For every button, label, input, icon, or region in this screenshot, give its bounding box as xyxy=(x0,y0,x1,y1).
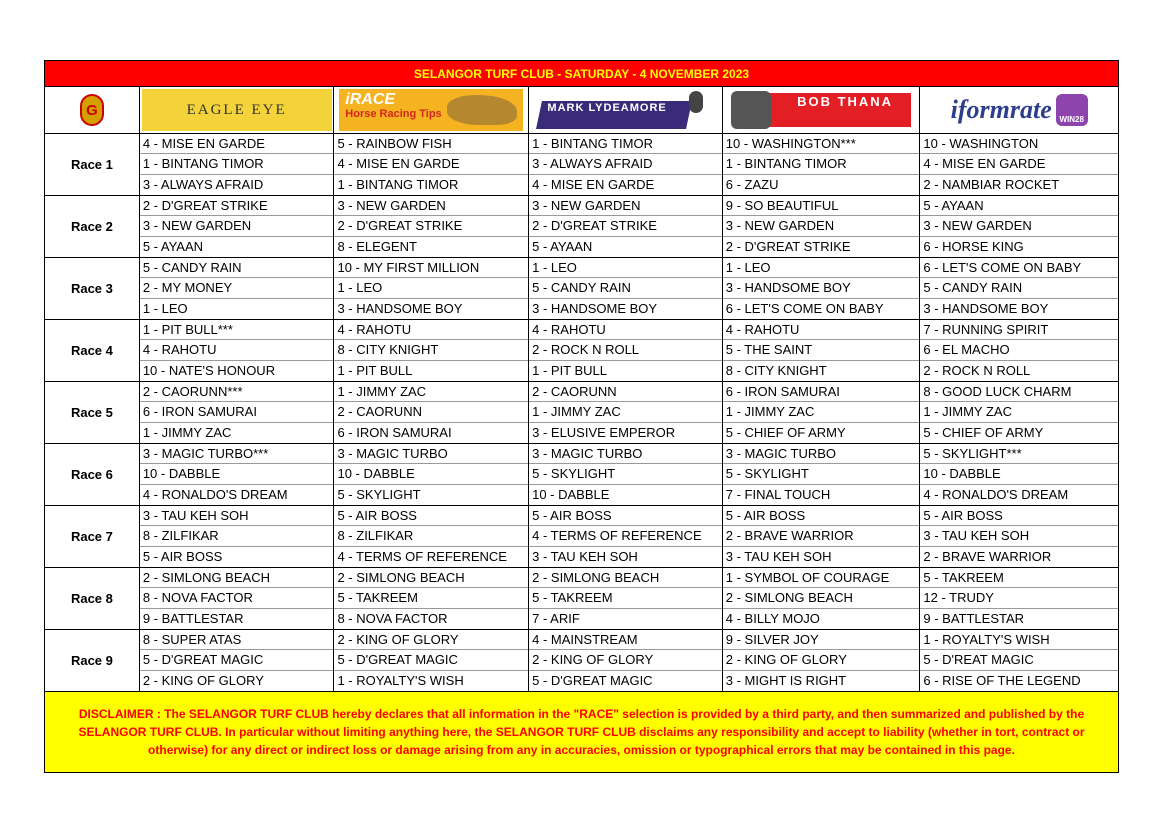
pick-cell: 5 - SKYLIGHT xyxy=(723,464,920,484)
pick-cell: 1 - JIMMY ZAC xyxy=(142,424,232,440)
race-rows xyxy=(45,134,1118,692)
pick-cell: 10 - DABBLE xyxy=(532,486,610,502)
irace-logo xyxy=(339,89,523,131)
pick-cell: 10 - DABBLE xyxy=(920,464,1118,484)
pick-cell: 3 - MIGHT IS RIGHT xyxy=(725,672,847,688)
pick-cell: 2 - BRAVE WARRIOR xyxy=(723,526,920,546)
irace-logo-cell xyxy=(334,87,529,133)
pick-cell: 2 - ROCK N ROLL xyxy=(529,340,722,360)
bob-thana-logo-cell xyxy=(723,87,921,133)
pick-cell: 7 - FINAL TOUCH xyxy=(725,486,831,502)
pick-cell: 5 - THE SAINT xyxy=(723,340,920,360)
pick-cell: 5 - D'GREAT MAGIC xyxy=(334,650,528,670)
pick-cell: 7 - RUNNING SPIRIT xyxy=(920,320,1118,340)
pick-cell: 10 - MY FIRST MILLION xyxy=(334,258,528,278)
pick-cell: 6 - LET'S COME ON BABY xyxy=(725,300,884,316)
pick-cell: 2 - SIMLONG BEACH xyxy=(334,568,528,588)
pick-cell: 5 - AIR BOSS xyxy=(723,506,920,526)
pick-cell: 2 - KING OF GLORY xyxy=(142,672,264,688)
iformrate-logo-word: iformrate xyxy=(950,95,1052,124)
win28-badge: WIN28 xyxy=(1056,94,1088,126)
tipster-picks xyxy=(529,506,723,567)
tipster-picks xyxy=(140,568,335,629)
pick-cell: 5 - D'GREAT MAGIC xyxy=(532,672,653,688)
pick-cell: 10 - DABBLE xyxy=(140,464,334,484)
pick-cell: 1 - BINTANG TIMOR xyxy=(723,154,920,174)
pick-cell: 3 - HANDSOME BOY xyxy=(532,300,658,316)
bob-thana-logo-text: BOB THANA xyxy=(797,94,894,109)
pick-cell: 1 - LEO xyxy=(334,278,528,298)
tipster-picks xyxy=(920,630,1118,691)
pick-cell: 4 - MAINSTREAM xyxy=(529,630,722,650)
pick-cell: 4 - TERMS OF REFERENCE xyxy=(337,548,507,564)
pick-cell: 5 - AIR BOSS xyxy=(529,506,722,526)
pick-cell: 2 - D'GREAT STRIKE xyxy=(529,216,722,236)
irace-logo-tagline: Horse Racing Tips xyxy=(345,108,442,120)
pick-cell: 8 - ELEGENT xyxy=(337,238,417,254)
pick-cell: 12 - TRUDY xyxy=(920,588,1118,608)
pick-cell: 4 - RAHOTU xyxy=(334,320,528,340)
pick-cell: 4 - RONALDO'S DREAM xyxy=(923,486,1069,502)
pick-cell: 2 - SIMLONG BEACH xyxy=(140,568,334,588)
tipster-picks xyxy=(723,134,921,195)
mark-lydeamore-logo-text: MARK LYDEAMORE xyxy=(547,102,667,114)
race-row xyxy=(45,196,1118,258)
pick-cell: 1 - PIT BULL xyxy=(337,362,413,378)
pick-cell: 1 - LEO xyxy=(529,258,722,278)
pick-cell: 10 - WASHINGTON xyxy=(920,134,1118,154)
pick-cell: 10 - NATE'S HONOUR xyxy=(142,362,276,378)
tipster-picks xyxy=(140,134,335,195)
pick-cell: 1 - LEO xyxy=(142,300,188,316)
pick-cell: 1 - JIMMY ZAC xyxy=(920,402,1118,422)
tipster-picks xyxy=(140,444,335,505)
pick-cell: 1 - BINTANG TIMOR xyxy=(337,176,459,192)
pick-cell: 2 - D'GREAT STRIKE xyxy=(334,216,528,236)
pick-cell: 4 - RAHOTU xyxy=(140,340,334,360)
pick-cell: 3 - NEW GARDEN xyxy=(920,216,1118,236)
tipster-picks xyxy=(723,382,921,443)
pick-cell: 10 - DABBLE xyxy=(334,464,528,484)
pick-cell: 1 - BINTANG TIMOR xyxy=(140,154,334,174)
iformrate-logo-cell xyxy=(920,87,1118,133)
pick-cell: 3 - TAU KEH SOH xyxy=(725,548,832,564)
pick-cell: 3 - MAGIC TURBO*** xyxy=(140,444,334,464)
pick-cell: 2 - NAMBIAR ROCKET xyxy=(923,176,1060,192)
pick-cell: 1 - ROYALTY'S WISH xyxy=(920,630,1118,650)
pick-cell: 10 - WASHINGTON*** xyxy=(723,134,920,154)
pick-cell: 2 - D'GREAT STRIKE xyxy=(140,196,334,216)
pick-cell: 6 - IRON SAMURAI xyxy=(140,402,334,422)
race-label: Race 7 xyxy=(45,506,140,567)
tipster-picks xyxy=(529,382,723,443)
pick-cell: 1 - BINTANG TIMOR xyxy=(529,134,722,154)
tipster-picks xyxy=(920,320,1118,381)
pick-cell: 3 - NEW GARDEN xyxy=(334,196,528,216)
pick-cell: 3 - TAU KEH SOH xyxy=(140,506,334,526)
eagle-eye-logo-cell xyxy=(140,87,335,133)
tipster-picks xyxy=(529,196,723,257)
pick-cell: 1 - ROYALTY'S WISH xyxy=(337,672,464,688)
pick-cell: 5 - TAKREEM xyxy=(529,588,722,608)
pick-cell: 3 - MAGIC TURBO xyxy=(334,444,528,464)
race-label: Race 8 xyxy=(45,568,140,629)
tipster-picks xyxy=(529,258,723,319)
pick-cell: 2 - SIMLONG BEACH xyxy=(723,588,920,608)
tipster-picks xyxy=(529,444,723,505)
tipster-picks xyxy=(723,196,921,257)
pick-cell: 4 - BILLY MOJO xyxy=(725,610,820,626)
pick-cell: 8 - NOVA FACTOR xyxy=(337,610,448,626)
tipster-picks xyxy=(529,320,723,381)
race-row xyxy=(45,320,1118,382)
pick-cell: 6 - IRON SAMURAI xyxy=(337,424,452,440)
pick-cell: 1 - JIMMY ZAC xyxy=(529,402,722,422)
pick-cell: 8 - NOVA FACTOR xyxy=(140,588,334,608)
pick-cell: 5 - AIR BOSS xyxy=(920,506,1118,526)
tipster-picks xyxy=(723,320,921,381)
race-row xyxy=(45,444,1118,506)
pick-cell: 4 - MISE EN GARDE xyxy=(334,154,528,174)
pick-cell: 9 - SILVER JOY xyxy=(723,630,920,650)
tipster-picks xyxy=(140,506,335,567)
pick-cell: 7 - ARIF xyxy=(532,610,580,626)
pick-cell: 1 - JIMMY ZAC xyxy=(723,402,920,422)
pick-cell: 3 - HANDSOME BOY xyxy=(923,300,1049,316)
race-row xyxy=(45,630,1118,692)
pick-cell: 3 - MAGIC TURBO xyxy=(723,444,920,464)
pick-cell: 1 - PIT BULL xyxy=(532,362,608,378)
race-row xyxy=(45,568,1118,630)
tipster-picks xyxy=(529,134,723,195)
pick-cell: 6 - EL MACHO xyxy=(920,340,1118,360)
tipster-logo-row xyxy=(45,87,1118,134)
tipster-picks xyxy=(140,196,335,257)
tipster-picks xyxy=(920,382,1118,443)
tipster-picks xyxy=(140,320,335,381)
tipster-picks xyxy=(334,568,529,629)
pick-cell: 2 - ROCK N ROLL xyxy=(923,362,1031,378)
club-logo-cell xyxy=(45,87,140,133)
pick-cell: 5 - TAKREEM xyxy=(334,588,528,608)
pick-cell: 6 - RISE OF THE LEGEND xyxy=(923,672,1081,688)
pick-cell: 8 - GOOD LUCK CHARM xyxy=(920,382,1118,402)
race-label: Race 1 xyxy=(45,134,140,195)
tipster-picks xyxy=(920,258,1118,319)
page-title: SELANGOR TURF CLUB - SATURDAY - 4 NOVEMBER 2023 xyxy=(45,61,1118,87)
pick-cell: 2 - CAORUNN xyxy=(334,402,528,422)
pick-cell: 1 - LEO xyxy=(723,258,920,278)
tipster-picks xyxy=(140,382,335,443)
portrait-icon xyxy=(731,91,771,129)
race-label: Race 2 xyxy=(45,196,140,257)
pick-cell: 3 - NEW GARDEN xyxy=(140,216,334,236)
tipster-picks xyxy=(334,134,529,195)
microphone-icon xyxy=(689,91,703,113)
race-label: Race 9 xyxy=(45,630,140,691)
pick-cell: 8 - ZILFIKAR xyxy=(334,526,528,546)
horse-icon xyxy=(447,95,517,125)
tipster-picks xyxy=(334,444,529,505)
pick-cell: 5 - CANDY RAIN xyxy=(140,258,334,278)
race-label: Race 6 xyxy=(45,444,140,505)
pick-cell: 9 - BATTLESTAR xyxy=(142,610,244,626)
pick-cell: 8 - CITY KNIGHT xyxy=(725,362,827,378)
tipster-picks xyxy=(920,506,1118,567)
tipster-picks xyxy=(920,196,1118,257)
pick-cell: 6 - LET'S COME ON BABY xyxy=(920,258,1118,278)
pick-cell: 2 - D'GREAT STRIKE xyxy=(725,238,851,254)
race-label: Race 4 xyxy=(45,320,140,381)
pick-cell: 3 - MAGIC TURBO xyxy=(529,444,722,464)
pick-cell: 5 - AYAAN xyxy=(142,238,204,254)
pick-cell: 1 - PIT BULL*** xyxy=(140,320,334,340)
pick-cell: 9 - BATTLESTAR xyxy=(923,610,1025,626)
tipster-picks xyxy=(140,630,335,691)
tipster-picks xyxy=(334,630,529,691)
pick-cell: 2 - CAORUNN xyxy=(529,382,722,402)
club-logo-mark: G xyxy=(86,101,98,119)
pick-cell: 5 - CANDY RAIN xyxy=(529,278,722,298)
pick-cell: 5 - D'REAT MAGIC xyxy=(920,650,1118,670)
pick-cell: 2 - CAORUNN*** xyxy=(140,382,334,402)
race-row xyxy=(45,506,1118,568)
tipster-picks xyxy=(334,196,529,257)
bob-thana-logo xyxy=(727,89,915,131)
pick-cell: 5 - AYAAN xyxy=(532,238,593,254)
pick-cell: 3 - NEW GARDEN xyxy=(723,216,920,236)
pick-cell: 5 - AYAAN xyxy=(920,196,1118,216)
pick-cell: 5 - TAKREEM xyxy=(920,568,1118,588)
race-label: Race 5 xyxy=(45,382,140,443)
pick-cell: 2 - SIMLONG BEACH xyxy=(529,568,722,588)
tipster-picks xyxy=(529,568,723,629)
pick-cell: 5 - CHIEF OF ARMY xyxy=(923,424,1044,440)
pick-cell: 4 - MISE EN GARDE xyxy=(140,134,334,154)
race-label: Race 3 xyxy=(45,258,140,319)
pick-cell: 5 - SKYLIGHT xyxy=(529,464,722,484)
race-row xyxy=(45,258,1118,320)
pick-cell: 5 - AIR BOSS xyxy=(142,548,223,564)
tipster-picks xyxy=(723,630,921,691)
pick-cell: 6 - ZAZU xyxy=(725,176,779,192)
pick-cell: 2 - BRAVE WARRIOR xyxy=(923,548,1052,564)
tipster-picks xyxy=(920,444,1118,505)
eagle-eye-logo: EAGLE EYE xyxy=(142,89,332,131)
pick-cell: 9 - SO BEAUTIFUL xyxy=(723,196,920,216)
pick-cell: 3 - TAU KEH SOH xyxy=(532,548,638,564)
iformrate-logo xyxy=(924,89,1114,131)
pick-cell: 3 - HANDSOME BOY xyxy=(337,300,463,316)
pick-cell: 4 - RAHOTU xyxy=(723,320,920,340)
pick-cell: 3 - ELUSIVE EMPEROR xyxy=(532,424,676,440)
irace-logo-word: iRACE xyxy=(345,91,396,108)
race-row xyxy=(45,134,1118,196)
pick-cell: 5 - AIR BOSS xyxy=(334,506,528,526)
pick-cell: 2 - KING OF GLORY xyxy=(529,650,722,670)
pick-cell: 1 - SYMBOL OF COURAGE xyxy=(723,568,920,588)
pick-cell: 6 - HORSE KING xyxy=(923,238,1024,254)
pick-cell: 3 - HANDSOME BOY xyxy=(723,278,920,298)
race-row xyxy=(45,382,1118,444)
pick-cell: 3 - ALWAYS AFRAID xyxy=(142,176,264,192)
pick-cell: 4 - MISE EN GARDE xyxy=(920,154,1118,174)
tipster-picks xyxy=(723,444,921,505)
tipster-picks xyxy=(140,258,335,319)
pick-cell: 3 - TAU KEH SOH xyxy=(920,526,1118,546)
mark-lydeamore-logo xyxy=(533,89,717,131)
tipster-picks xyxy=(334,382,529,443)
pick-cell: 5 - SKYLIGHT xyxy=(337,486,421,502)
tipster-picks xyxy=(723,258,921,319)
pick-cell: 4 - RAHOTU xyxy=(529,320,722,340)
pick-cell: 3 - ALWAYS AFRAID xyxy=(529,154,722,174)
pick-cell: 8 - CITY KNIGHT xyxy=(334,340,528,360)
tipster-picks xyxy=(723,568,921,629)
pick-cell: 1 - JIMMY ZAC xyxy=(334,382,528,402)
tipster-picks xyxy=(529,630,723,691)
pick-cell: 4 - TERMS OF REFERENCE xyxy=(529,526,722,546)
tipster-picks xyxy=(334,258,529,319)
race-tips-sheet xyxy=(44,60,1119,773)
pick-cell: 2 - KING OF GLORY xyxy=(334,630,528,650)
tipster-picks xyxy=(334,320,529,381)
pick-cell: 5 - CHIEF OF ARMY xyxy=(725,424,846,440)
pick-cell: 5 - RAINBOW FISH xyxy=(334,134,528,154)
pick-cell: 4 - RONALDO'S DREAM xyxy=(142,486,288,502)
pick-cell: 4 - MISE EN GARDE xyxy=(532,176,655,192)
tipster-picks xyxy=(920,134,1118,195)
club-logo xyxy=(80,94,104,126)
pick-cell: 5 - D'GREAT MAGIC xyxy=(140,650,334,670)
pick-cell: 5 - SKYLIGHT*** xyxy=(920,444,1118,464)
pick-cell: 5 - CANDY RAIN xyxy=(920,278,1118,298)
tipster-picks xyxy=(334,506,529,567)
pick-cell: 6 - IRON SAMURAI xyxy=(723,382,920,402)
pick-cell: 8 - ZILFIKAR xyxy=(140,526,334,546)
pick-cell: 3 - NEW GARDEN xyxy=(529,196,722,216)
pick-cell: 2 - KING OF GLORY xyxy=(723,650,920,670)
tipster-picks xyxy=(920,568,1118,629)
disclaimer: DISCLAIMER : The SELANGOR TURF CLUB hereby declares that all information in the "RACE" selection is provided by a third party, and then summarized and published by the SELANGOR TURF CLUB. In particular without limiting anything here, the SELANGOR TURF CLUB disclaims any responsibility and accept to liability (whether in tort, contract or otherwise) for any direct or indirect loss or damage arising from any in accuracies, omission or typographical errors that may be contained in this page. xyxy=(45,692,1118,772)
tipster-picks xyxy=(723,506,921,567)
mark-lydeamore-logo-cell xyxy=(529,87,723,133)
pick-cell: 2 - MY MONEY xyxy=(140,278,334,298)
pick-cell: 8 - SUPER ATAS xyxy=(140,630,334,650)
